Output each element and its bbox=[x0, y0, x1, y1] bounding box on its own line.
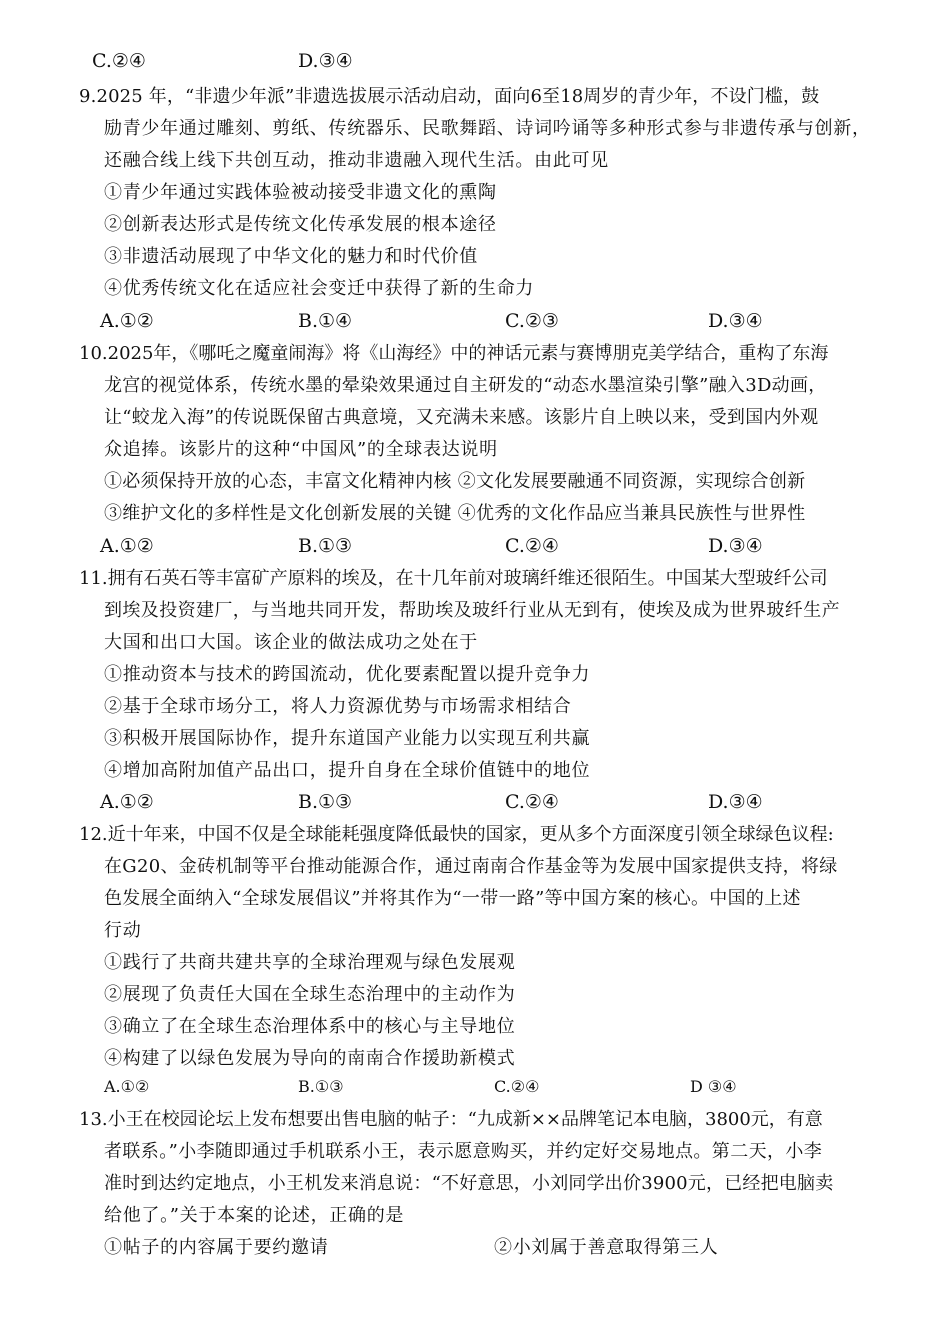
q9-statement: ②创新表达形式是传统文化传承发展的根本途径 bbox=[104, 214, 497, 235]
q12-statement: ④构建了以绿色发展为导向的南南合作援助新模式 bbox=[104, 1048, 516, 1069]
option-c: C.②④ bbox=[505, 791, 559, 813]
option-a: A.①② bbox=[104, 1077, 150, 1096]
q13-stem-line: 给他了。”关于本案的论述，正确的是 bbox=[104, 1205, 405, 1226]
option-c: C.②③ bbox=[505, 310, 559, 332]
option-d: D ③④ bbox=[690, 1077, 737, 1096]
q10-stem-line: 让“蛟龙入海”的传说既保留古典意境，又充满未来感。该影片自上映以来，受到国内外观 bbox=[104, 407, 819, 428]
q11-stem-line: 到埃及投资建厂，与当地共同开发，帮助埃及玻纤行业从无到有，使埃及成为世界玻纤生产 bbox=[104, 600, 840, 621]
q13-stem-line: 者联系。”小李随即通过手机联系小王，表示愿意购买，并约定好交易地点。第二天，小李 bbox=[104, 1141, 823, 1162]
q9-statement: ③非遗活动展现了中华文化的魅力和时代价值 bbox=[104, 246, 478, 267]
q12-stem-line: 行动 bbox=[104, 920, 142, 941]
option-b: B.①③ bbox=[298, 535, 353, 557]
q10-stem-line: 龙宫的视觉体系，传统水墨的晕染效果通过自主研发的“动态水墨渲染引擎”融入3D动画， bbox=[104, 375, 827, 396]
q12-statement: ①践行了共商共建共享的全球治理观与绿色发展观 bbox=[104, 952, 516, 973]
option-a: A.①② bbox=[100, 535, 154, 557]
option-c: C.②④ bbox=[92, 50, 146, 72]
q9-options bbox=[0, 308, 950, 336]
q13-stem-line: 准时到达约定地点，小王机发来消息说：“不好意思，小刘同学出价3900元，已经把电脑卖 bbox=[104, 1173, 834, 1194]
q11-stem-line: 大国和出口大国。该企业的做法成功之处在于 bbox=[104, 632, 478, 653]
option-d: D.③④ bbox=[708, 310, 763, 332]
q11-stem-line: 11.拥有石英石等丰富矿产原料的埃及，在十几年前对玻璃纤维还很陌生。中国某大型玻纤公司 bbox=[79, 568, 828, 589]
q12-statement: ③确立了在全球生态治理体系中的核心与主导地位 bbox=[104, 1016, 516, 1037]
q9-statement: ④优秀传统文化在适应社会变迁中获得了新的生命力 bbox=[104, 278, 535, 299]
q10-stem-line: 众追捧。该影片的这种“中国风”的全球表达说明 bbox=[104, 439, 498, 460]
q9-statement: ①青少年通过实践体验被动接受非遗文化的熏陶 bbox=[104, 182, 497, 203]
option-c: C.②④ bbox=[505, 535, 559, 557]
option-d: D.③④ bbox=[708, 535, 763, 557]
q9-stem-line: 9.2025 年，“非遗少年派”非遗选拔展示活动启动，面向6至18周岁的青少年，不设门槛，鼓 bbox=[79, 86, 820, 107]
option-a: A.①② bbox=[100, 310, 154, 332]
q10-options bbox=[0, 533, 950, 561]
q8-options bbox=[0, 48, 950, 76]
q13-statement: ②小刘属于善意取得第三人 bbox=[494, 1237, 719, 1258]
option-b: B.①③ bbox=[298, 791, 353, 813]
option-d: D.③④ bbox=[298, 50, 353, 72]
option-a: A.①② bbox=[100, 791, 154, 813]
q11-options bbox=[0, 789, 950, 817]
q11-statement: ③积极开展国际协作，提升东道国产业能力以实现互利共赢 bbox=[104, 728, 591, 749]
q12-options bbox=[0, 1074, 950, 1102]
q9-stem-line: 励青少年通过雕刻、剪纸、传统器乐、民歌舞蹈、诗词吟诵等多种形式参与非遗传承与创新， bbox=[104, 118, 871, 139]
q10-statement-pair: ③维护文化的多样性是文化创新发展的关键 ④优秀的文化作品应当兼具民族性与世界性 bbox=[104, 503, 806, 524]
q12-stem-line: 在G20、金砖机制等平台推动能源合作，通过南南合作基金等为发展中国家提供支持，将绿 bbox=[104, 856, 838, 877]
q10-stem-line: 10.2025年，《哪吒之魔童闹海》将《山海经》中的神话元素与赛博朋克美学结合，重构了东海 bbox=[79, 343, 829, 364]
option-b: B.①④ bbox=[298, 310, 353, 332]
q11-statement: ②基于全球市场分工，将人力资源优势与市场需求相结合 bbox=[104, 696, 572, 717]
option-d: D.③④ bbox=[708, 791, 763, 813]
q9-stem-line: 还融合线上线下共创互动，推动非遗融入现代生活。由此可见 bbox=[104, 150, 609, 171]
q10-statement-pair: ①必须保持开放的心态，丰富文化精神内核 ②文化发展要融通不同资源，实现综合创新 bbox=[104, 471, 806, 492]
q12-statement: ②展现了负责任大国在全球生态治理中的主动作为 bbox=[104, 984, 516, 1005]
q13-statement: ①帖子的内容属于要约邀请 bbox=[104, 1237, 329, 1258]
q13-stem-line: 13.小王在校园论坛上发布想要出售电脑的帖子：“九成新××品牌笔记本电脑，3800元，有意 bbox=[79, 1109, 823, 1130]
q11-statement: ①推动资本与技术的跨国流动，优化要素配置以提升竞争力 bbox=[104, 664, 591, 685]
option-b: B.①③ bbox=[298, 1077, 344, 1096]
q11-statement: ④增加高附加值产品出口，提升自身在全球价值链中的地位 bbox=[104, 760, 591, 781]
q12-stem-line: 色发展全面纳入“全球发展倡议”并将其作为“一带一路”等中国方案的核心。中国的上述 bbox=[104, 888, 801, 909]
option-c: C.②④ bbox=[494, 1077, 540, 1096]
q12-stem-line: 12.近十年来，中国不仅是全球能耗强度降低最快的国家，更从多个方面深度引领全球绿色议程: bbox=[79, 824, 834, 845]
